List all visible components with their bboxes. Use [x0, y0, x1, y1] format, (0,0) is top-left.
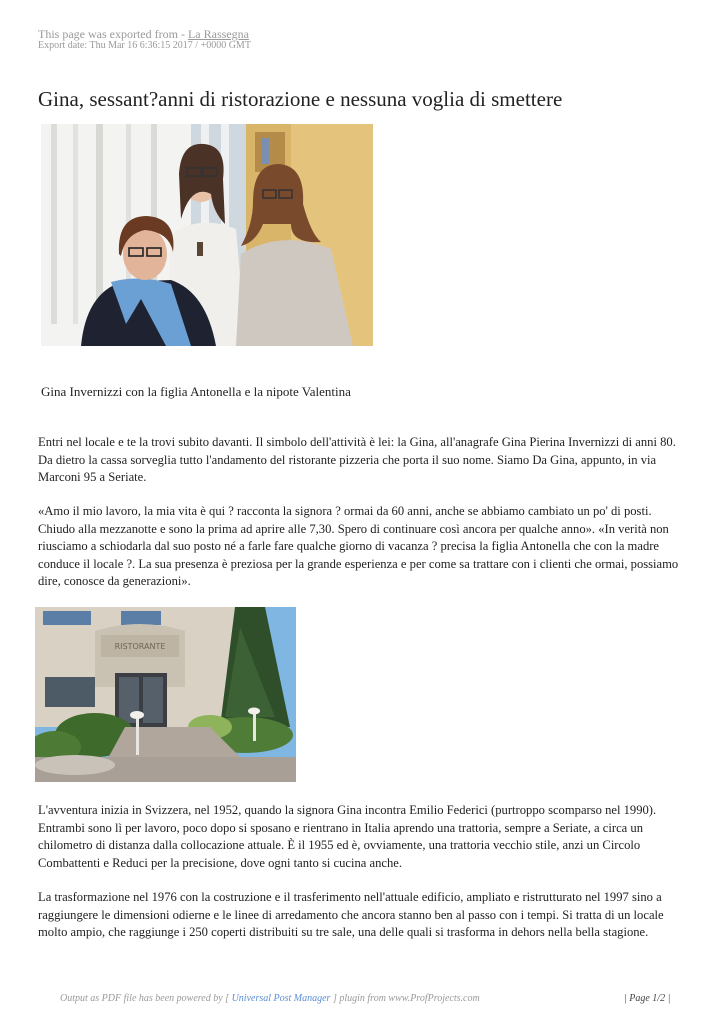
restaurant-photo-illustration: [35, 607, 296, 782]
export-prefix: This page was exported from -: [38, 27, 188, 41]
paragraph-history: L'avventura inizia in Svizzera, nel 1952, quando la signora Gina incontra Emilio Federici (purtroppo scomparso nel 1990). Entrambi sono lì per lavoro, poco dopo si sposano e rientrano in Italia aprendo una trattoria, sempre a Seriate, a circa un chilometro di distanza dalla collocazione attuale. È il 1955 ed è, ovviamente, una trattoria vecchio stile, anzi un Circolo Combattenti e Reduci per la precisione, dove ogni tanto si cucina anche.: [38, 803, 657, 870]
paragraph-transformation: La trasformazione nel 1976 con la costruzione e il trasferimento nell'attuale edificio, ampliato e ristrutturato nel 1997 sino a raggiungere le dimensioni odierne e le linee di arredamento che ancora stanno ben al passo con i tempi. Si tratta di un locale molto ampio, che raggiunge i 250 coperti distribuiti su tre sale, una delle quali si trasforma in dehors nella bella stagione.: [38, 890, 664, 939]
footer-prefix: Output as PDF file has been powered by [: [60, 993, 232, 1004]
export-date: Export date: Thu Mar 16 6:36:15 2017 / +0000 GMT: [38, 40, 251, 51]
paragraph-quote: «Amo il mio lavoro, la mia vita è qui ? racconta la signora ? ormai da 60 anni, anche se abbiamo cambiato un po' di posti. Chiudo alla mezzanotte e sono la prima ad aprire alle 7,30. Spero di continuare così ancora per qualche anno». «In verità non riusciamo a schiodarla dal suo posto né a farle fare qualche giorno di vacanza ? precisa la figlia Antonella che con la madre conduce il locale ?. La sua presenza è preziosa per la grande esperienza e per come sa trattare con i clienti che ormai, possiamo dire, conosce da generazioni».: [38, 504, 679, 588]
svg-text:RISTORANTE: RISTORANTE: [114, 642, 166, 651]
restaurant-photo: [35, 607, 296, 782]
photo-caption: Gina Invernizzi con la figlia Antonella e la nipote Valentina: [41, 384, 351, 399]
export-notice: [38, 27, 249, 41]
page-number: | Page 1/2 |: [624, 993, 671, 1004]
footer-powered-by: [60, 993, 480, 1005]
family-photo-illustration: [41, 124, 373, 346]
site-link[interactable]: La Rassegna: [187, 27, 249, 41]
family-photo: [41, 124, 373, 346]
article-title: Gina, sessant?anni di ristorazione e nessuna voglia di smettere: [38, 87, 563, 111]
footer-suffix: ] plugin from www.ProfProjects.com: [330, 993, 480, 1004]
paragraph-intro: Entri nel locale e te la trovi subito davanti. Il simbolo dell'attività è lei: la Gina, all'anagrafe Gina Pierina Invernizzi di anni 80. Da dietro la cassa sorveglia tutto l'andamento del ristorante pizzeria che porta il suo nome. Siamo Da Gina, appunto, in via Marconi 95 a Seriate.: [38, 435, 676, 484]
plugin-link[interactable]: Universal Post Manager: [231, 993, 331, 1004]
